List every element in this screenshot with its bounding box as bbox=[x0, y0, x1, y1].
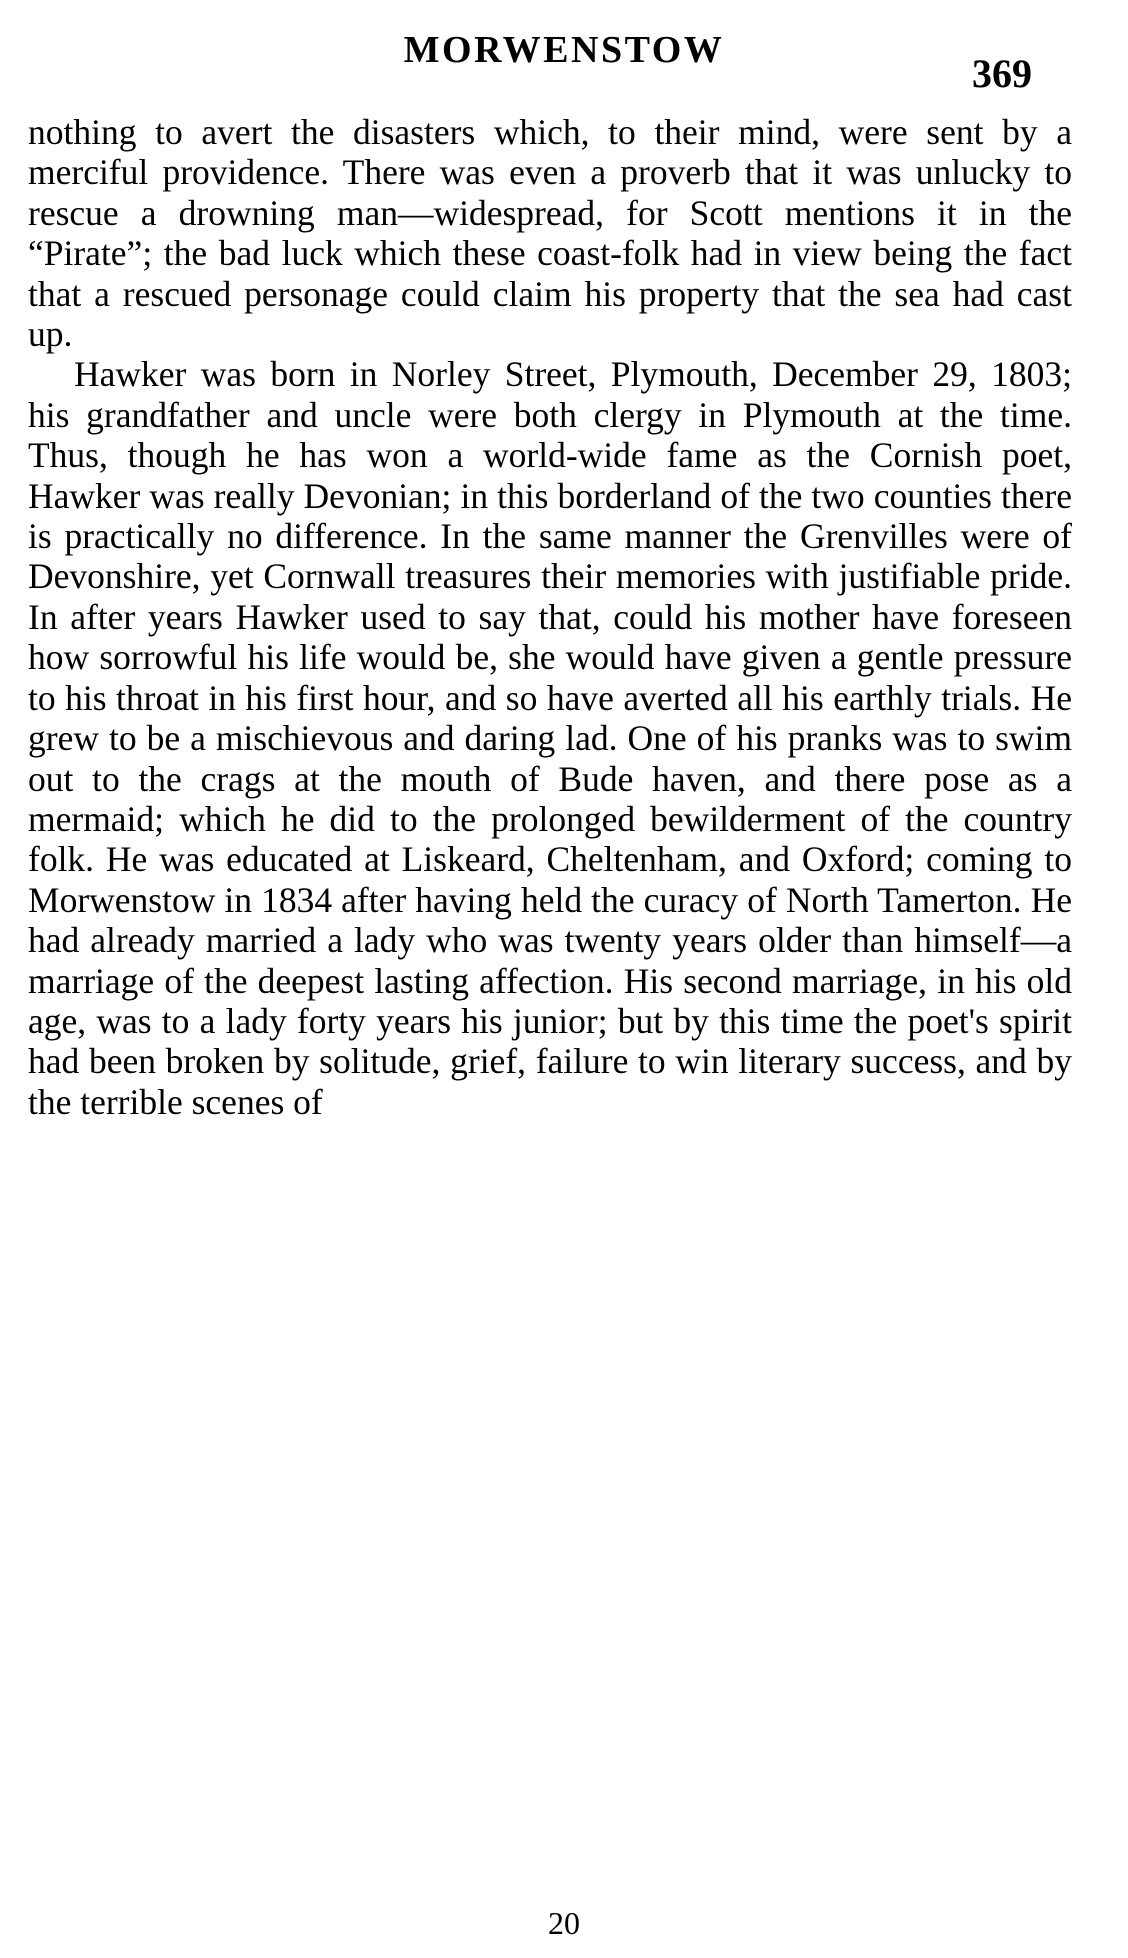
signature-mark: 20 bbox=[548, 1905, 580, 1941]
body-text bbox=[28, 112, 1072, 1122]
running-head-title: MORWENSTOW bbox=[403, 29, 725, 71]
paragraph: nothing to avert the disasters which, to their mind, were sent by a merciful providence. There was even a proverb that it was unlucky to rescue a drowning man—widespread, for Scott mentions it in the “Pirate”; the bad luck which these coast-folk had in view being the fact that a rescued personage could claim his property that the sea had cast up. bbox=[28, 112, 1072, 355]
paragraph: Hawker was born in Norley Street, Plymouth, December 29, 1803; his grandfather and uncle were both clergy in Plymouth at the time. Thus, though he has won a world-wide fame as the Cornish poet, Hawker was really Devonian; in this borderland of the two counties there is practically no difference. In the same manner the Grenvilles were of Devonshire, yet Cornwall treasures their memories with justifiable pride. In after years Hawker used to say that, could his mother have foreseen how sorrowful his life would be, she would have given a gentle pressure to his throat in his first hour, and so have averted all his earthly trials. He grew to be a mischievous and daring lad. One of his pranks was to swim out to the crags at the mouth of Bude haven, and there pose as a mermaid; which he did to the prolonged bewilderment of the country folk. He was educated at Liskeard, Cheltenham, and Oxford; coming to Morwenstow in 1834 after having held the curacy of North Tamerton. He had already married a lady who was twenty years older than himself—a marriage of the deepest lasting affection. His second marriage, in his old age, was to a lady forty years his junior; but by this time the poet's spirit had been broken by solitude, grief, failure to win literary success, and by the terrible scenes of bbox=[28, 354, 1072, 1122]
running-head bbox=[96, 28, 1032, 96]
page-number: 369 bbox=[972, 51, 1032, 96]
